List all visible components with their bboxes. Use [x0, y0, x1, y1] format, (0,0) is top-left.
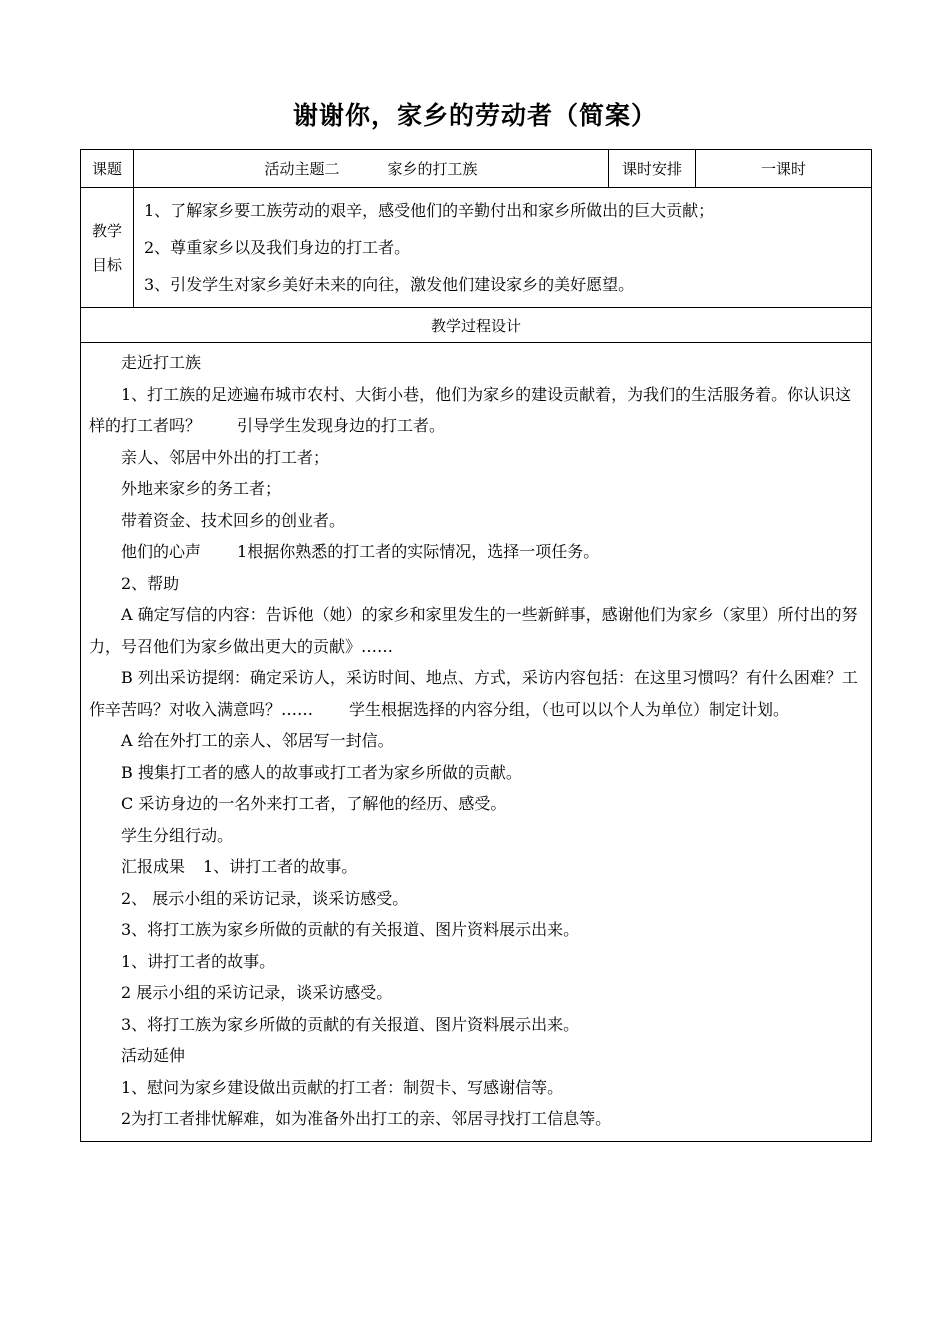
lesson-plan-table [80, 149, 872, 1142]
process-heading: 教学过程设计 [81, 308, 872, 343]
process-content-row [81, 343, 872, 1142]
schedule-value: 一课时 [696, 150, 872, 188]
process-paragraph: 2、帮助 [121, 573, 180, 593]
goals-list [134, 188, 872, 308]
process-paragraph: A 确定写信的内容：告诉他（她）的家乡和家里发生的一些新鲜事，感谢他们为家乡（家里）所付出的努力，号召他们为家乡做出更大的贡献》…… [89, 605, 858, 656]
process-paragraph: 1、慰问为家乡建设做出贡献的打工者：制贺卡、写感谢信等。 [121, 1077, 564, 1097]
goals-label-line1: 教学 [91, 221, 122, 240]
process-paragraph: 外地来家乡的务工者； [121, 479, 282, 498]
process-paragraph: B 列出采访提纲：确定采访人，采访时间、地点、方式，采访内容包括：在这里习惯吗？有什么困难？工作辛苦吗？对收入满意吗？…… 学生根据选择的内容分组，（也可以以个人为单位）制定计划。 [89, 668, 858, 719]
process-paragraph: 学生分组行动。 [121, 825, 234, 845]
process-heading-row [81, 308, 872, 343]
topic-part1: 活动主题二 [264, 160, 340, 178]
process-content [81, 343, 872, 1142]
process-paragraph: 2为打工者排忧解难，如为准备外出打工的亲、邻居寻找打工信息等。 [121, 1109, 612, 1128]
process-paragraph: 1、打工族的足迹遍布城市农村、大街小巷，他们为家乡的建设贡献着，为我们的生活服务着。你认识这样的打工者吗？ 引导学生发现身边的打工者。 [89, 384, 852, 435]
process-paragraph: 2、 展示小组的采访记录，谈采访感受。 [121, 888, 409, 908]
goals-row [81, 188, 872, 308]
process-paragraph: 1、讲打工者的故事。 [121, 951, 276, 971]
process-paragraph: B 搜集打工者的感人的故事或打工者为家乡所做的贡献。 [121, 762, 522, 782]
process-paragraph: 带着资金、技术回乡的创业者。 [121, 510, 346, 530]
process-paragraph: 汇报成果 1、讲打工者的故事。 [121, 857, 358, 876]
process-paragraph: A 给在外打工的亲人、邻居写一封信。 [121, 731, 394, 750]
process-paragraph: 2 展示小组的采访记录，谈采访感受。 [121, 983, 393, 1002]
process-paragraph: C 采访身边的一名外来打工者，了解他的经历、感受。 [121, 794, 507, 813]
topic-value [134, 150, 609, 188]
schedule-label: 课时安排 [609, 150, 696, 188]
goal-item: 2、尊重家乡以及我们身边的打工者。 [144, 238, 411, 257]
goals-label-line2: 目标 [91, 255, 122, 274]
process-paragraph: 走近打工族 [121, 353, 202, 372]
process-paragraph: 他们的心声 1根据你熟悉的打工者的实际情况，选择一项任务。 [121, 542, 600, 561]
page-title: 谢谢你，家乡的劳动者（简案） [292, 101, 657, 130]
goals-label [81, 188, 134, 308]
process-paragraph: 活动延伸 [121, 1046, 186, 1065]
topic-part2: 家乡的打工族 [387, 160, 478, 178]
process-paragraph: 亲人、邻居中外出的打工者； [121, 447, 330, 467]
header-row [81, 150, 872, 188]
goal-item: 3、引发学生对家乡美好未来的向往，激发他们建设家乡的美好愿望。 [144, 275, 635, 294]
topic-label: 课题 [81, 150, 134, 188]
process-paragraph: 3、将打工族为家乡所做的贡献的有关报道、图片资料展示出来。 [121, 1014, 580, 1034]
process-paragraph: 3、将打工族为家乡所做的贡献的有关报道、图片资料展示出来。 [121, 920, 580, 939]
goal-item: 1、了解家乡要工族劳动的艰辛，感受他们的辛勤付出和家乡所做出的巨大贡献； [144, 201, 715, 220]
